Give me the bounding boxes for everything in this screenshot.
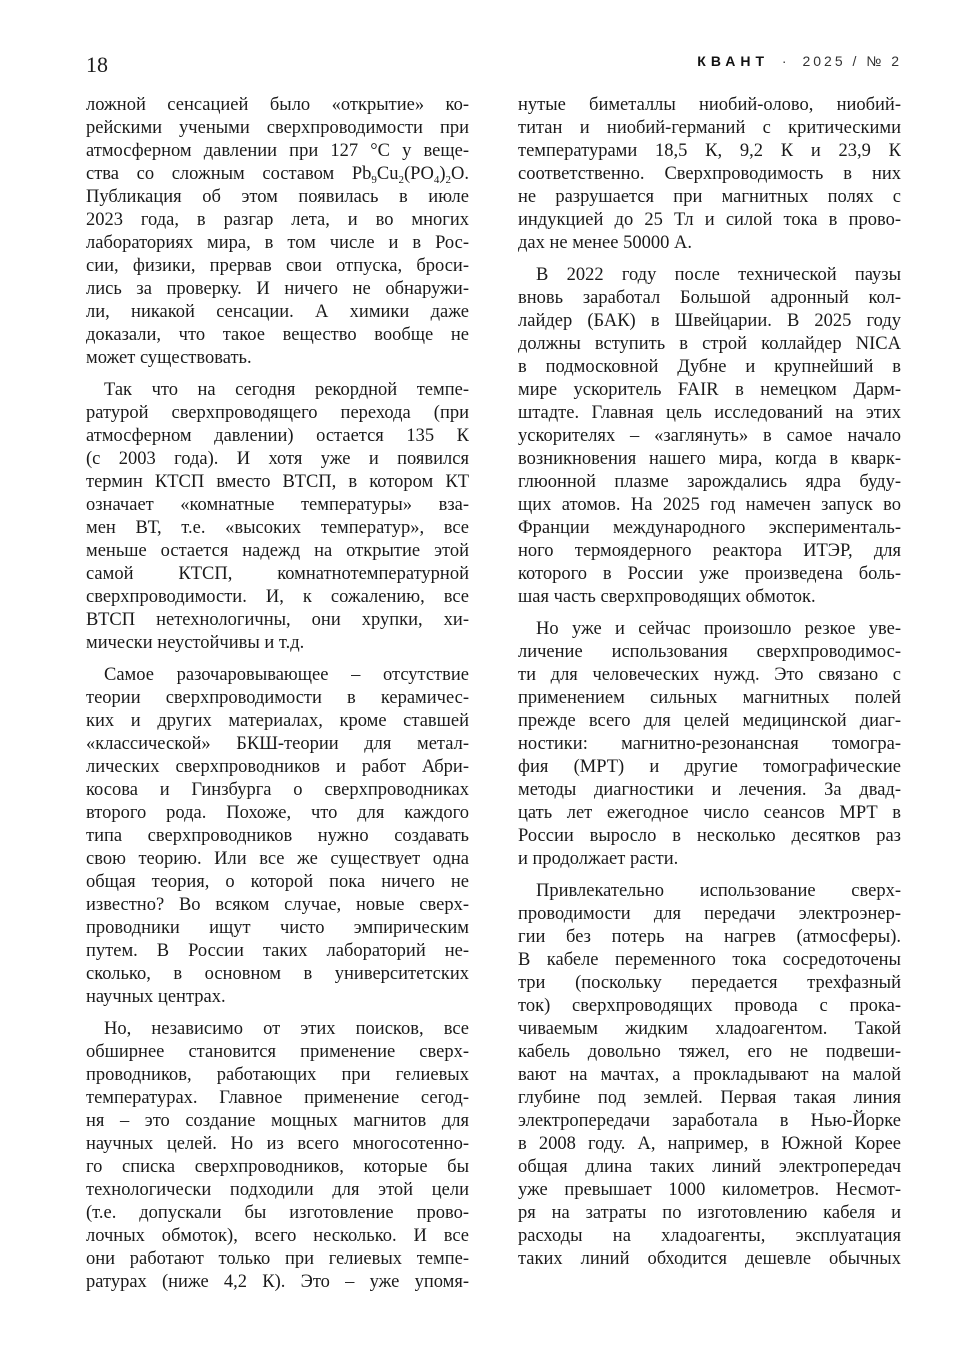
text-line: прежде всего для целей медицинской диаг- — [518, 711, 901, 731]
text-line: шая часть сверхпроводящих обмоток. — [518, 587, 816, 607]
text-line: должны вступить в строй коллайдер NICA — [518, 334, 901, 354]
text-line: которого в России уже произведена боль- — [518, 564, 901, 584]
header-separator: · — [781, 53, 790, 69]
text-line: (т.е. допускали бы изготовление прово- — [86, 1203, 469, 1223]
subscript: 2 — [398, 174, 405, 186]
text-line: Публикация об этом появилась в июле — [86, 187, 469, 207]
issue-number: 2025 / № 2 — [802, 53, 902, 69]
text-line: нутые биметаллы ниобий-олово, ниобий- — [518, 95, 901, 115]
text-line: ня – это создание мощных магнитов для — [86, 1111, 469, 1131]
text-line: ратурой сверхпроводящего перехода (при — [86, 403, 469, 423]
text-line: второго рода. Похоже, что для каждого — [86, 803, 469, 823]
text-line: лических сверхпроводников и работ Абри- — [86, 757, 469, 777]
text-line: вновь заработал Большой адронный кол- — [518, 288, 901, 308]
text-line: может существовать. — [86, 348, 252, 368]
text-line: применением сильных магнитных полей — [518, 688, 901, 708]
formula-suffix: O. — [451, 164, 469, 184]
text-line: вают на мачтах, а прокладывают на малой — [518, 1065, 901, 1085]
text-line: технологически подходили для этой цели — [86, 1180, 469, 1200]
text-line: атмосферном давлении) остается 135 К — [86, 426, 469, 446]
subscript: 2 — [445, 174, 451, 186]
text-line: ток) сверхпроводящих провода с прока- — [518, 996, 901, 1016]
text-line: личение использования сверхпроводимос- — [518, 642, 901, 662]
text-line: Но, независимо от этих поисков, все — [104, 1019, 469, 1039]
paragraph — [86, 379, 469, 655]
text-line: сверхпроводимости. И, к сожалению, все — [86, 587, 469, 607]
text-line: соответственно. Сверхпроводимость в них — [518, 164, 901, 184]
text-line: гии без потерь на нагрев (атмосферы). — [518, 927, 901, 947]
text-line: рейскими учеными сверхпроводимости при — [86, 118, 469, 138]
page-header — [86, 46, 902, 86]
text-line: проводники ищут чисто эмпирическим — [86, 918, 469, 938]
paragraph — [86, 664, 469, 1009]
formula-part: ) — [439, 164, 446, 184]
text-line: глюонной плазме зарождались ядра буду- — [518, 472, 901, 492]
text-line: «классической» БКШ-теории для метал- — [86, 734, 469, 754]
text-line: ря на затраты по изготовлению кабеля и — [518, 1203, 901, 1223]
text-line: самой КТСП, комнатнотемпературной — [86, 564, 469, 584]
text-line: лабораториях мира, в том числе и в Рос- — [86, 233, 469, 253]
text-line: чиваемым жидким хладоагентом. Такой — [518, 1019, 901, 1039]
text-line: проводимости для передачи электроэнер- — [518, 904, 901, 924]
formula-part: (PO — [404, 164, 434, 184]
text-line: три (поскольку передается трехфазный — [518, 973, 901, 993]
text-line: типа сверхпроводников нужно создавать — [86, 826, 469, 846]
text-line: штадте. Главная цель исследований на этих — [518, 403, 901, 423]
text-line: ного термоядерного реактора ИТЭР, для — [518, 541, 901, 561]
text-line: электропередачи заработала в Нью-Йорке — [518, 1111, 901, 1131]
text-line: кабель довольно тяжел, его не подвеши- — [518, 1042, 901, 1062]
text-line: сколько, в основном в университетских — [86, 964, 469, 984]
text-line: ложной сенсацией было «открытие» ко- — [86, 95, 469, 115]
text-line: свою теорию. Или все же существует одна — [86, 849, 469, 869]
formula-line — [86, 163, 469, 186]
text-line: В 2022 году после технической паузы — [536, 265, 901, 285]
subscript: 9 — [371, 174, 377, 186]
text-line: ускорителях – «заглянуть» в самое начало — [518, 426, 901, 446]
text-line: лочных обмоток), всего несколько. И все — [86, 1226, 469, 1246]
subscript: 4 — [433, 174, 440, 186]
text-line: мен ВТ, т.е. «высоких температур», все — [86, 518, 469, 538]
text-line: доказали, что такое вещество вообще не — [86, 325, 469, 345]
formula-part: Cu — [376, 164, 399, 184]
text-line: атмосферном давлении при 127 °С у веще- — [86, 141, 469, 161]
text-line: теории сверхпроводимости в керамичес- — [86, 688, 469, 708]
journal-title: КВАНТ — [697, 53, 770, 69]
text-line: Привлекательно использование сверх- — [536, 881, 901, 901]
paragraph — [518, 94, 901, 255]
text-line: глубине под землей. Первая такая линия — [518, 1088, 901, 1108]
text-line: уже превышает 1000 километров. Несмот- — [518, 1180, 901, 1200]
right-column — [518, 94, 901, 1271]
text-line: означает «комнатные температуры» вза- — [86, 495, 469, 515]
paragraph — [518, 264, 901, 609]
text-line: меньше остается надежд на открытие этой — [86, 541, 469, 561]
text-line: научных центрах. — [86, 987, 226, 1007]
text-line: сии, физики, прервав свои отпуска, броси- — [86, 256, 469, 276]
text-line: ратурах (ниже 4,2 К). Это – уже упомя- — [86, 1272, 469, 1292]
text-line: ких и других материалах, кроме ставшей — [86, 711, 469, 731]
text-line: фия (МРТ) и другие томографические — [518, 757, 901, 777]
paragraph — [518, 618, 901, 871]
text-line: индукцией до 25 Тл и силой тока в прово- — [518, 210, 901, 230]
text-line: они работают только при гелиевых темпе- — [86, 1249, 469, 1269]
text-line: не разрушается при магнитных полях с — [518, 187, 901, 207]
text-line: температурами 18,5 К, 9,2 К и 23,9 К — [518, 141, 901, 161]
text-line: Но уже и сейчас произошло резкое уве- — [536, 619, 901, 639]
page-number: 18 — [86, 52, 108, 77]
text-line: ти для человеческих нужд. Это связано с — [518, 665, 901, 685]
text-line: общая длина таких линий электропередач — [518, 1157, 901, 1177]
text-line: проводников, работающих при гелиевых — [86, 1065, 469, 1085]
text-line: щих атомов. На 2025 год намечен запуск во — [518, 495, 901, 515]
text-line: лайдер (БАК) в Швейцарии. В 2025 году — [518, 311, 901, 331]
paragraph — [86, 1018, 469, 1294]
text-line: 2023 года, в разгар лета, и во многих — [86, 210, 469, 230]
text-line: методы диагностики и лечения. За двад- — [518, 780, 901, 800]
text-line: В кабеле переменного тока сосредоточены — [518, 950, 901, 970]
text-line: титан и ниобий-германий с критическими — [518, 118, 901, 138]
text-line: известно? Во всяком случае, новые сверх- — [86, 895, 469, 915]
text-line: общая теория, о которой пока ничего не — [86, 872, 469, 892]
text-line: го списка сверхпроводников, которые бы — [86, 1157, 469, 1177]
text-line: косова и Гинзбурга о сверхпроводниках — [86, 780, 469, 800]
text-line: мире ускоритель FAIR в немецком Дарм- — [518, 380, 901, 400]
text-line: таких линий обходится дешевле обычных — [518, 1249, 901, 1269]
text-line: возникновения нашего мира, когда в кварк- — [518, 449, 901, 469]
text-line: ли, никакой сенсации. А химики даже — [86, 302, 469, 322]
text-line: температурах. Главное применение сегод- — [86, 1088, 469, 1108]
text-line: дах не менее 50000 А. — [518, 233, 692, 253]
text-line: расходы на хладоагенты, эксплуатация — [518, 1226, 901, 1246]
text-line: (с 2003 года). И хотя уже и появился — [86, 449, 469, 469]
text-line: мически неустойчивы и т.д. — [86, 633, 305, 653]
text-line: Франции международного эксперименталь- — [518, 518, 901, 538]
text-line: лись за проверку. И ничего не обнаружи- — [86, 279, 469, 299]
text-line: ностики: магнитно-резонансная томогра- — [518, 734, 901, 754]
left-column — [86, 94, 469, 1294]
text-line: обширнее становится применение сверх- — [86, 1042, 469, 1062]
text-line: термин КТСП вместо ВТСП, в котором КТ — [86, 472, 469, 492]
paragraph — [518, 880, 901, 1271]
running-head — [697, 53, 902, 69]
text-line: Так что на сегодня рекордной темпе- — [104, 380, 469, 400]
text-line: ВТСП нетехнологичны, они хрупки, хи- — [86, 610, 469, 630]
formula-prefix: ства со сложным составом Pb — [86, 164, 372, 184]
text-line: научных целей. Но из всего многосотенно- — [86, 1134, 469, 1154]
text-line: и продолжает расти. — [518, 849, 679, 869]
text-line: путем. В России таких лабораторий не- — [86, 941, 469, 961]
text-line: цать лет ежегодное число сеансов МРТ в — [518, 803, 901, 823]
text-line: в 2008 году. А, например, в Южной Корее — [518, 1134, 901, 1154]
paragraph — [86, 94, 469, 370]
text-line: в подмосковной Дубне и крупнейший в — [518, 357, 901, 377]
text-line: Самое разочаровывающее – отсутствие — [104, 665, 469, 685]
text-line: России выросло в несколько десятков раз — [518, 826, 901, 846]
